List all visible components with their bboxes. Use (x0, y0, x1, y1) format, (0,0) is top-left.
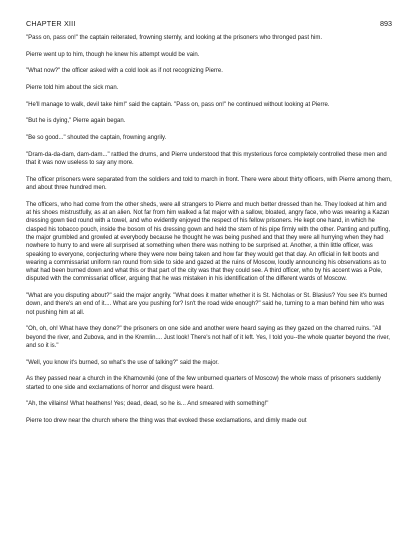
paragraph: "Be so good..." shouted the captain, frowning angrily. (26, 135, 167, 142)
paragraph: The officers, who had come from the other sheds, were all strangers to Pierre and much better dressed than he. They looked at him and at his shoes mistrustfully, as at an alien. Not far from him walked a fat major with a sallow, bloated, angry face, who was wearing a Kazan dressing gown tied round with a towel, and who evidently enjoyed the respect of his fellow prisoners. He kept one hand, in which he clasped his tobacco pouch, inside the bosom of his dressing gown and held the stem of his pipe firmly with the other. Panting and puffing, the major grumbled and growled at everybody because he thought he was being pushed and that they were all hurrying when they had nowhere to hurry to and were all surprised at something when there was nothing to be surprised at. Another, a thin little officer, was speaking to everyone, conjecturing where they were now being taken and how far they would get that day. An official in felt boots and wearing a commissariat uniform ran round from side to side and gazed at the ruins of Moscow, loudly announcing his observations as to what had been burned down and what this or that part of the city was that they could see. A third officer, who by his accent was a Pole, disputed with the commissariat officer, arguing that he was mistaken in his identification of the different wards of Moscow. (26, 201, 391, 283)
paragraph: "What are you disputing about?" said the major angrily. "What does it matter whether it is St. Nicholas or St. Blasius? You see it's burned down, and there's an end of it.... What are you pushing for? Isn't the road wide enough?" said he, turning to a man behind him who was not pushing him at all. (26, 293, 388, 316)
paragraph: The officer prisoners were separated from the soldiers and told to march in front. There were about thirty officers, with Pierre among them, and about three hundred men. (26, 176, 392, 192)
paragraph: As they passed near a church in the Khamovniki (one of the few unburned quarters of Moscow) the whole mass of prisoners suddenly started to one side and exclamations of horror and disgust were heard. (26, 376, 381, 391)
paragraph: "What now?" the officer asked with a cold look as if not recognizing Pierre. (26, 68, 223, 75)
paragraph: "He'll manage to walk, devil take him!" said the captain. "Pass on, pass on!" he continued without looking at Pierre. (26, 101, 330, 108)
document-page (26, 19, 392, 434)
paragraph: "Well, you know it's burned, so what's the use of talking?" said the major. (26, 359, 219, 366)
paragraph: Pierre went up to him, though he knew his attempt would be vain. (26, 51, 200, 58)
paragraph: "Pass on, pass on!" the captain reiterated, frowning sternly, and looking at the prisoners who thronged past him. (26, 35, 322, 41)
page-header (26, 19, 392, 28)
chapter-title: CHAPTER XIII (26, 19, 76, 28)
paragraph: "Ah, the villains! What heathens! Yes; dead, dead, so he is... And smeared with something!" (26, 401, 269, 408)
paragraph: Pierre told him about the sick man. (26, 85, 119, 92)
paragraph: "Dram-da-da-dam, dam-dam..." rattled the drums, and Pierre understood that this mysterious force completely controlled these men and that it was now useless to say any more. (26, 151, 387, 167)
paragraph: "But he is dying," Pierre again began. (26, 118, 126, 125)
paragraph: Pierre too drew near the church where the thing was that evoked these exclamations, and dimly made out (26, 418, 307, 425)
paragraph: "Oh, oh, oh! What have they done?" the prisoners on one side and another were heard saying as they gazed on the charred ruins. "All beyond the river, and Zubova, and in the Kremlin.... Just look! There's not half of it left. Yes, I told you--the whole quarter beyond the river, and so it is." (26, 326, 390, 350)
page-number: 893 (380, 19, 392, 28)
